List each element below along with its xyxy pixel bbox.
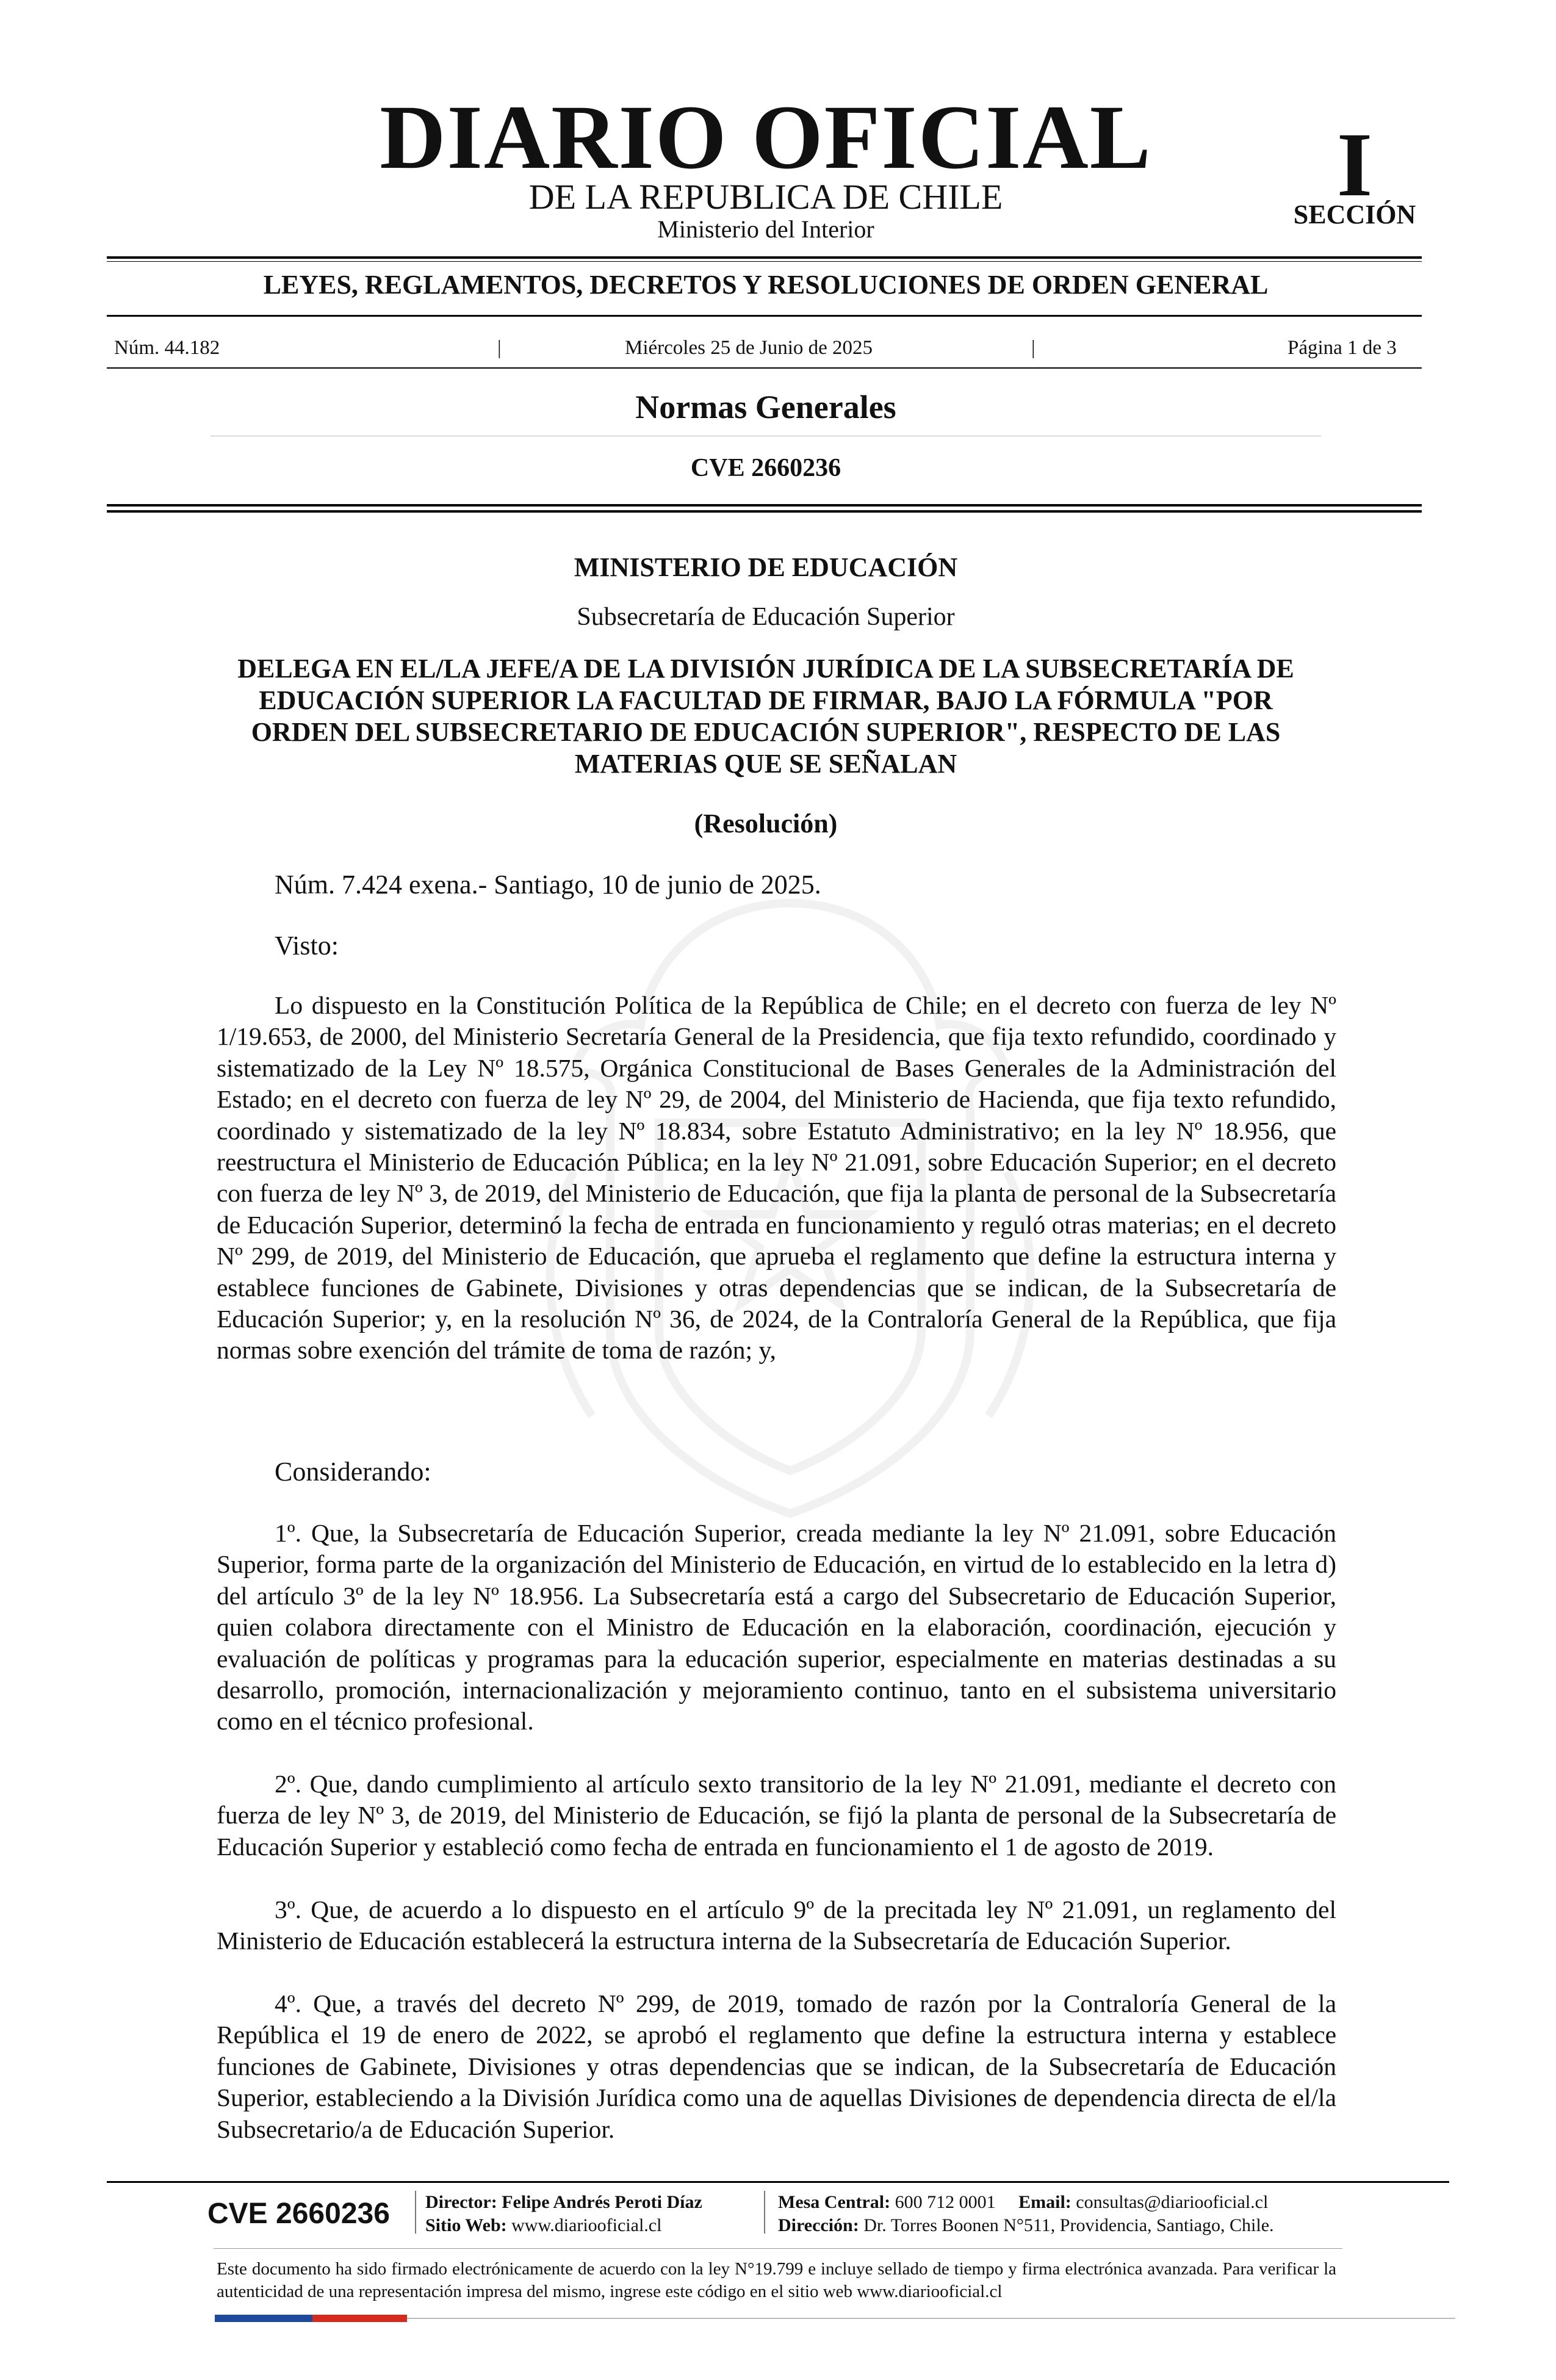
- masthead-rule: [107, 256, 1422, 259]
- document-type: (Resolución): [694, 809, 838, 838]
- infobar-separator: |: [497, 337, 502, 359]
- document-ministry: MINISTERIO DE EDUCACIÓN: [574, 552, 958, 582]
- footer-rule: [107, 2181, 1449, 2183]
- email-link[interactable]: consultas@diariooficial.cl: [1076, 2192, 1269, 2212]
- flag-stripe-blue: [215, 2315, 312, 2322]
- cve-rule: [107, 504, 1422, 507]
- email-label: Email:: [1018, 2192, 1072, 2212]
- masthead-ministry: Ministerio del Interior: [657, 215, 874, 243]
- footer-phone: [778, 2191, 1268, 2214]
- category-heading: Normas Generales: [635, 389, 896, 425]
- section-number: I: [1336, 114, 1373, 215]
- director-label: Director:: [425, 2192, 497, 2212]
- considerando-paragraph: 2º. Que, dando cumplimiento al artículo sexto transitorio de la ley Nº 21.091, mediante el decreto con fuerza de ley Nº 3, de 2019, del Ministerio de Educación, se fijó la planta de personal de la Subsecretaría de Educación Superior y estableció como fecha de entrada en funcionamiento el 1 de agosto de 2019.: [217, 1770, 1336, 1861]
- site-label: Sitio Web:: [425, 2215, 507, 2235]
- infobar-rule: [107, 367, 1422, 369]
- masthead-rule-thin: [107, 261, 1422, 262]
- address-label: Dirección:: [778, 2215, 859, 2235]
- phone-value: 600 712 0001: [895, 2192, 996, 2212]
- considerando-paragraph: 4º. Que, a través del decreto Nº 299, de 2019, tomado de razón por la Contraloría General de la República el 19 de enero de 2022, se aprobó el reglamento que define la estructura interna y establece funciones de Gabinete, Divisiones y otras dependencias que se indican, de la Subsecretaría de Educación Superior, estableciendo a la División Jurídica como una de aquellas Divisiones de dependencia directa de el/la Subsecretario/a de Educación Superior.: [217, 1989, 1336, 2143]
- footer-director: [425, 2191, 702, 2214]
- footer-divider: [764, 2191, 765, 2234]
- footer-divider: [415, 2191, 416, 2234]
- considerando-paragraph: 1º. Que, la Subsecretaría de Educación Superior, creada mediante la ley Nº 21.091, sobre Educación Superior, forma parte de la organización del Ministerio de Educación, en virtud de lo establecido en la letra d) del artículo 3º de la ley Nº 18.956. La Subsecretaría está a cargo del Subsecretario de Educación Superior, quien colabora directamente con el Ministro de Educación en la elaboración, coordinación, ejecución y evaluación de políticas y programas para la educación superior, especialmente en materias destinadas a su desarrollo, promoción, internacionalización y mejoramiento continuo, tanto en el subsistema universitario como en el técnico profesional.: [217, 1519, 1336, 1736]
- footer-note: Este documento ha sido firmado electrónicamente de acuerdo con la ley N°19.799 e incluye sellado de tiempo y firma electrónica avanzada. Para verificar la autenticidad de una representación impresa del mismo, ingrese este código en el sitio web www.diariooficial.cl: [217, 2259, 1336, 2301]
- footer-address: [778, 2214, 1274, 2237]
- phone-label: Mesa Central:: [778, 2192, 891, 2212]
- issue-number: Núm. 44.182: [114, 337, 220, 359]
- footer-site: [425, 2214, 661, 2237]
- issue-date: Miércoles 25 de Junio de 2025: [625, 337, 873, 359]
- masthead-title: DIARIO OFICIAL: [380, 87, 1152, 188]
- flag-stripe-line: [407, 2318, 1455, 2319]
- footer-note-rule: [214, 2248, 1342, 2249]
- flag-stripe-red: [312, 2315, 407, 2322]
- page-indicator: Página 1 de 3: [1288, 337, 1397, 359]
- visto-label: Visto:: [275, 931, 339, 961]
- considerando-paragraph: 3º. Que, de acuerdo a lo dispuesto en el artículo 9º de la precitada ley Nº 21.091, un reglamento del Ministerio de Educación establecerá la estructura interna de la Subsecretaría de Educación Superior.: [217, 1895, 1336, 1955]
- section-label: SECCIÓN: [1293, 200, 1416, 229]
- cve-rule-2: [107, 510, 1422, 513]
- site-link[interactable]: www.diariooficial.cl: [511, 2215, 662, 2235]
- document-title: DELEGA EN EL/LA JEFE/A DE LA DIVISIÓN JURÍDICA DE LA SUBSECRETARÍA DE EDUCACIÓN SUPERIOR LA FACULTAD DE FIRMAR, BAJO LA FÓRMULA "POR ORDEN DEL SUBSECRETARIO DE EDUCACIÓN SUPERIOR", RESPECTO DE LAS MATERIAS QUE SE SEÑALAN: [237, 654, 1294, 779]
- infobar-separator: |: [1031, 337, 1036, 359]
- masthead-subtitle: DE LA REPUBLICA DE CHILE: [528, 177, 1003, 217]
- considerando-label: Considerando:: [275, 1457, 431, 1487]
- footer-cve-code: CVE 2660236: [207, 2198, 390, 2230]
- document-subsecretaria: Subsecretaría de Educación Superior: [577, 603, 955, 631]
- visto-paragraph: Lo dispuesto en la Constitución Política de la República de Chile; en el decreto con fuerza de ley Nº 1/19.653, de 2000, del Ministerio Secretaría General de la Presidencia, que fija texto refundido, coordinado y sistematizado de la Ley Nº 18.575, Orgánica Constitucional de Bases Generales de la Administración del Estado; en el decreto con fuerza de ley Nº 29, de 2004, del Ministerio de Hacienda, que fija texto refundido, coordinado y sistematizado de la ley Nº 18.834, sobre Estatuto Administrativo; en la ley Nº 18.956, que reestructura el Ministerio de Educación Pública; en la ley Nº 21.091, sobre Educación Superior; en el decreto con fuerza de ley Nº 3, de 2019, del Ministerio de Educación, que fija la planta de personal de la Subsecretaría de Educación Superior, determinó la fecha de entrada en funcionamiento y reguló otras materias; en el decreto Nº 299, de 2019, del Ministerio de Educación, que aprueba el reglamento que define la estructura interna y establece funciones de Gabinete, Divisiones y otras dependencias que se indican, de la Subsecretaría de Educación Superior; y, en la resolución Nº 36, de 2024, de la Contraloría General de la República, que fija normas sobre exención del trámite de toma de razón; y,: [217, 991, 1336, 1365]
- address-value: Dr. Torres Boonen N°511, Providencia, Santiago, Chile.: [863, 2215, 1274, 2235]
- laws-title: LEYES, REGLAMENTOS, DECRETOS Y RESOLUCIONES DE ORDEN GENERAL: [263, 270, 1269, 300]
- director-name: Felipe Andrés Peroti Díaz: [502, 2192, 702, 2212]
- resolution-line: Núm. 7.424 exena.- Santiago, 10 de junio de 2025.: [275, 870, 821, 900]
- laws-rule: [107, 315, 1422, 317]
- cve-code: CVE 2660236: [690, 454, 841, 482]
